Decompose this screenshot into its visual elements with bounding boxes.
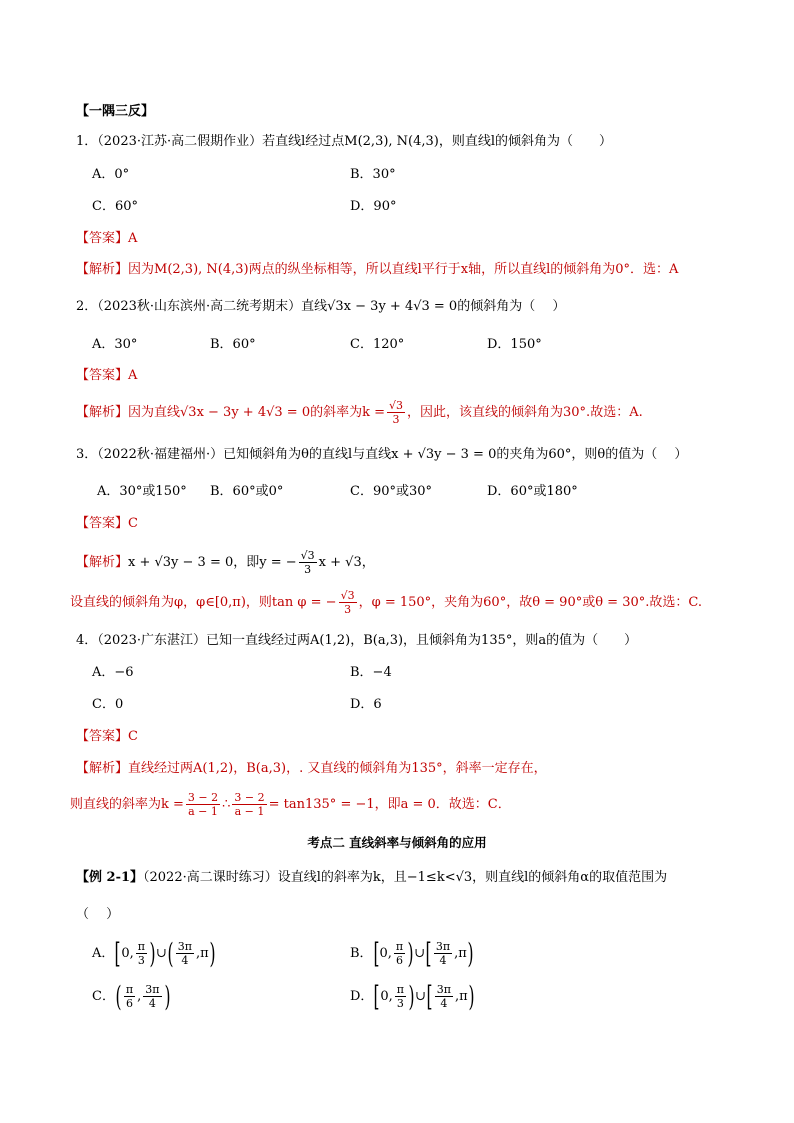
analysis-label: 【解析】 xyxy=(76,405,129,420)
fraction-denominator: 4 xyxy=(148,997,156,1010)
analysis-label: 【解析】 xyxy=(76,761,129,776)
section-head: 【一隅三反】 xyxy=(76,104,155,119)
bracket: ) xyxy=(407,936,414,970)
q2-option-a: A．30° xyxy=(92,337,138,352)
bracket: ( xyxy=(115,979,122,1013)
analysis-text-b: ，φ = 150°，夹角为60°，故θ = 90°或θ = 30°.故选：C. xyxy=(358,595,702,610)
fraction-denominator: 4 xyxy=(439,954,447,967)
q1-option-d: D．90° xyxy=(350,199,397,214)
fraction xyxy=(124,983,135,1010)
q3-option-a: A．30°或150° xyxy=(97,484,187,499)
union-sign: ∪ xyxy=(414,946,425,961)
analysis-text-a: 因为直线√3x − 3y + 4√3 = 0的斜率为k = xyxy=(128,405,385,420)
fraction-numerator: π xyxy=(137,940,145,953)
ex21-option-d xyxy=(350,980,475,1014)
answer-value: C xyxy=(128,729,138,744)
fraction xyxy=(136,940,147,967)
fraction-numerator: 3 − 2 xyxy=(187,791,219,804)
fraction-denominator: 6 xyxy=(126,997,133,1010)
bracket: [ xyxy=(425,936,432,970)
option-letter: C． xyxy=(92,989,115,1004)
q1-option-c: C．60° xyxy=(92,199,138,214)
fraction xyxy=(387,399,405,426)
bracket: [ xyxy=(373,936,380,970)
analysis-label: 【解析】 xyxy=(76,555,129,570)
example-label: 【例 2-1】 xyxy=(76,870,144,885)
q2-option-b: B．60° xyxy=(210,337,256,352)
q2-text-b: 的倾斜角为（ ） xyxy=(457,299,566,314)
q2-answer xyxy=(76,367,137,385)
answer-label: 【答案】 xyxy=(76,516,129,531)
answer-label: 【答案】 xyxy=(76,729,129,744)
question-2 xyxy=(76,298,565,316)
bracket: ( xyxy=(167,936,174,970)
analysis-text-b: x + √3， xyxy=(318,555,375,570)
fraction-denominator: a − 1 xyxy=(188,805,218,818)
q3-option-d: D．60°或180° xyxy=(487,484,578,499)
question-1: 1．（2023·江苏·高二假期作业）若直线l经过点M(2,3), N(4,3)，则直线l的倾斜角为（ ） xyxy=(76,134,613,149)
therefore-sign: ∴ xyxy=(222,797,231,812)
q2-text-a: 2．（2023秋·山东滨州·高二统考期末）直线 xyxy=(76,299,328,314)
analysis-text: 因为M(2,3), N(4,3)两点的纵坐标相等，所以直线l平行于x轴，所以直线l的倾斜角为0°．选：A xyxy=(128,262,679,277)
analysis-text: 直线经过两A(1,2)，B(a,3)，. 又直线的倾斜角为135°，斜率一定存在， xyxy=(128,761,547,776)
answer-value: A xyxy=(128,368,138,383)
answer-value: C xyxy=(128,516,138,531)
interval-end: ,π xyxy=(455,989,468,1004)
fraction-denominator: 3 xyxy=(344,603,352,616)
interval-end: ,π xyxy=(454,946,467,961)
ex21-option-a xyxy=(92,937,216,971)
q1-analysis xyxy=(76,261,678,279)
fraction xyxy=(232,791,266,818)
question-4: 4．（2023·广东湛江）已知一直线经过两A(1,2)，B(a,3)，且倾斜角为135°，则a的值为（ ） xyxy=(76,633,638,648)
question-3: 3．（2022秋·福建福州·）已知倾斜角为θ的直线l与直线x + √3y − 3 = 0的夹角为60°，则θ的值为（ ） xyxy=(76,447,688,462)
section-2-title: 考点二 直线斜率与倾斜角的应用 xyxy=(307,835,487,850)
fraction-numerator: √3 xyxy=(300,549,315,562)
bracket: ) xyxy=(408,979,415,1013)
example-2-1 xyxy=(76,869,667,887)
fraction-numerator: 3π xyxy=(177,940,192,953)
option-letter: D． xyxy=(350,989,374,1004)
fraction xyxy=(394,940,405,967)
q3-option-c: C．90°或30° xyxy=(350,484,433,499)
fraction xyxy=(143,983,161,1010)
q4-analysis-line-2 xyxy=(70,787,511,823)
fraction-numerator: 3π xyxy=(145,983,160,996)
q2-equation: √3x − 3y + 4√3 = 0 xyxy=(327,299,458,314)
example-text: （2022·高二课时练习）设直线l的斜率为k，且−1≤k<√3，则直线l的倾斜角α的取值范围为 xyxy=(143,870,668,885)
bracket: ) xyxy=(163,979,170,1013)
answer-label: 【答案】 xyxy=(76,231,129,246)
analysis-text-a: x + √3y − 3 = 0，即y = − xyxy=(128,555,297,570)
analysis-text-b: ，因此，该直线的倾斜角为30°.故选：A. xyxy=(407,405,643,420)
comma: , xyxy=(137,989,142,1004)
fraction xyxy=(434,940,452,967)
option-letter: B． xyxy=(350,946,373,961)
ex21-option-b xyxy=(350,937,474,971)
fraction-numerator: 3π xyxy=(435,940,451,953)
fraction-denominator: 3 xyxy=(396,997,404,1010)
q1-option-a: A．0° xyxy=(92,167,130,182)
union-sign: ∪ xyxy=(155,946,167,961)
interval-end: ,π xyxy=(195,946,209,961)
union-sign: ∪ xyxy=(414,989,426,1004)
fraction xyxy=(186,791,220,818)
q1-answer xyxy=(76,230,137,248)
q3-analysis-line-2 xyxy=(70,585,702,621)
example-2-1-paren: （ ） xyxy=(76,907,120,922)
fraction xyxy=(395,983,406,1010)
fraction-numerator: 3π xyxy=(436,983,452,996)
ex21-option-c xyxy=(92,980,170,1014)
fraction xyxy=(339,589,357,616)
q3-analysis-line-1 xyxy=(76,545,375,581)
answer-value: A xyxy=(128,231,138,246)
bracket: ) xyxy=(467,936,474,970)
q3-option-b: B．60°或0° xyxy=(210,484,284,499)
bracket: ) xyxy=(209,936,216,970)
interval-start: 0, xyxy=(379,946,392,961)
bracket: [ xyxy=(373,979,380,1013)
fraction-denominator: 4 xyxy=(440,997,448,1010)
bracket: ) xyxy=(149,936,156,970)
q1-option-b: B．30° xyxy=(350,167,396,182)
analysis-text-a: 设直线的倾斜角为φ，φ∈[0,π)，则tan φ = − xyxy=(70,595,337,610)
fraction-denominator: 4 xyxy=(181,954,189,967)
fraction-denominator: a − 1 xyxy=(234,805,265,818)
interval-start: 0, xyxy=(121,946,134,961)
analysis-label: 【解析】 xyxy=(76,262,129,277)
fraction-numerator: π xyxy=(395,940,404,953)
fraction-numerator: π xyxy=(125,983,134,996)
answer-label: 【答案】 xyxy=(76,368,129,383)
fraction-numerator: √3 xyxy=(340,589,355,602)
q3-answer xyxy=(76,515,138,533)
fraction-denominator: 3 xyxy=(392,413,400,426)
fraction-denominator: 3 xyxy=(137,954,145,967)
fraction-numerator: √3 xyxy=(389,399,404,412)
bracket: [ xyxy=(426,979,433,1013)
fraction-denominator: 3 xyxy=(304,563,312,576)
fraction xyxy=(299,549,317,576)
fraction-numerator: π xyxy=(396,983,405,996)
fraction-numerator: 3 − 2 xyxy=(234,791,265,804)
fraction xyxy=(435,983,453,1010)
bracket: [ xyxy=(114,936,121,970)
q4-answer xyxy=(76,728,138,746)
q4-option-b: B．−4 xyxy=(350,665,392,680)
q2-option-c: C．120° xyxy=(350,337,405,352)
q2-analysis xyxy=(76,395,643,431)
q4-option-c: C．0 xyxy=(92,697,124,712)
analysis-text-a: 则直线的斜率为k = xyxy=(70,797,184,812)
option-letter: A． xyxy=(92,946,115,961)
bracket: ) xyxy=(468,979,475,1013)
fraction-denominator: 6 xyxy=(396,954,404,967)
interval-start: 0, xyxy=(380,989,393,1004)
analysis-text-b: = tan135° = −1，即a = 0．故选：C． xyxy=(268,797,511,812)
q2-option-d: D．150° xyxy=(487,337,542,352)
q4-option-a: A．−6 xyxy=(92,665,134,680)
q4-analysis-line-1 xyxy=(76,760,547,778)
fraction xyxy=(176,940,194,967)
q4-option-d: D．6 xyxy=(350,697,382,712)
